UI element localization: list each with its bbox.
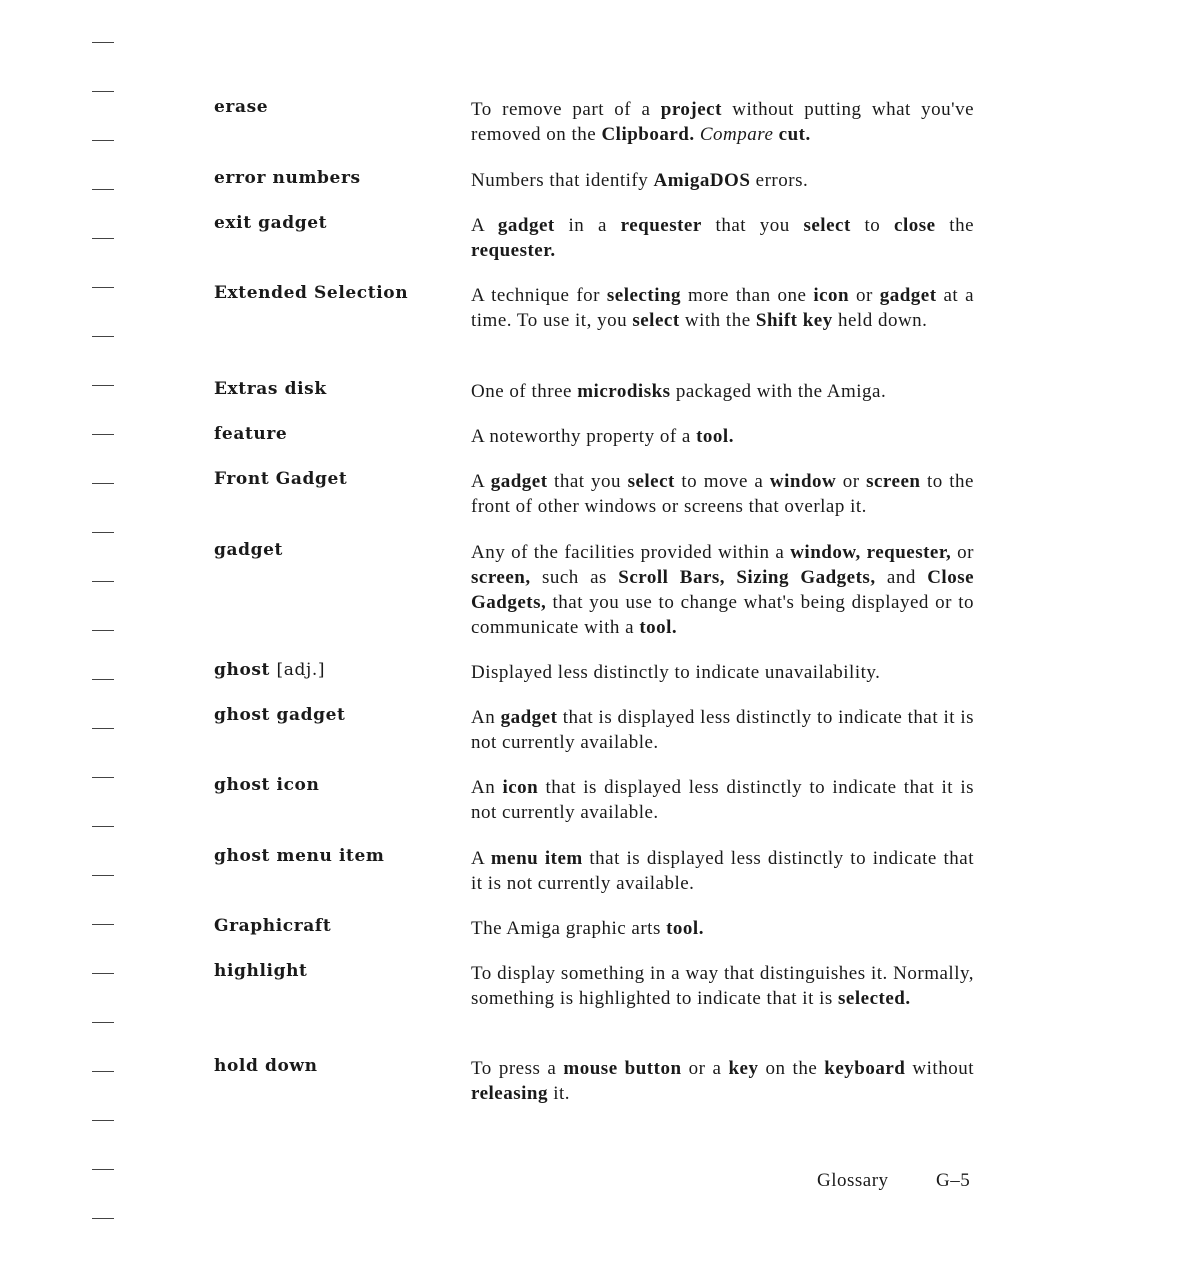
definition-text: it. [547,1083,571,1104]
glossary-term [214,540,283,560]
glossary-term [214,283,408,303]
cross-reference-term: select [627,471,675,492]
term-text: Front Gadget [214,469,348,489]
definition-text: packaged with the Amiga. [670,381,887,402]
glossary-definition [471,846,974,896]
cross-reference-term: select [803,215,851,236]
glossary-definition [471,424,974,449]
term-text: ghost gadget [214,705,346,725]
glossary-definition [471,97,974,147]
definition-text: Numbers that identify [471,170,654,191]
cross-reference-term: releasing [471,1083,548,1104]
term-text: erase [214,97,269,117]
cross-reference-term: gadget [879,285,937,306]
binding-tick [92,42,114,43]
cross-reference-term: Close Gadgets, [471,567,975,613]
binding-tick [92,630,114,631]
cross-reference-term: close [894,215,936,236]
binding-tick [92,1022,114,1023]
definition-text: errors. [750,170,809,191]
term-text: highlight [214,961,308,981]
glossary-definition [471,705,974,755]
glossary-definition [471,961,974,1011]
cross-reference-term: mouse button [563,1058,682,1079]
term-text: gadget [214,540,283,560]
binding-tick [92,336,114,337]
definition-text: that you [701,215,804,236]
binding-tick [92,483,114,484]
cross-reference-term: project [660,99,722,120]
binding-tick [92,826,114,827]
binding-tick [92,287,114,288]
definition-text: Displayed less distinctly to indicate unavailability. [471,662,881,683]
binding-tick [92,924,114,925]
definition-text: the [935,215,975,236]
glossary-definition [471,469,974,519]
cross-reference-term: select [632,310,680,331]
binding-tick [92,140,114,141]
definition-text: without [905,1058,974,1079]
binding-tick [92,91,114,92]
definition-text: more than one [681,285,814,306]
cross-reference-term: keyboard [824,1058,906,1079]
definition-text: at a time. To use it, you [471,285,975,331]
glossary-term [214,846,384,866]
term-text: Extras disk [214,379,327,399]
cross-reference-term: requester. [471,240,556,261]
definition-text: A noteworthy property of a [471,426,697,447]
glossary-term [214,961,307,981]
definition-text: or [951,542,974,563]
definition-text: that is displayed less distinctly to indicate that it is not currently available. [471,707,974,753]
definition-text: A [471,848,491,869]
cross-reference-term: key [728,1058,759,1079]
definition-text: that you [547,471,628,492]
cross-reference-term: menu item [490,848,583,869]
glossary-definition [471,1056,974,1106]
cross-reference-term: tool. [696,426,734,447]
glossary-term [214,660,325,680]
definition-text [725,567,736,588]
definition-text: with the [679,310,756,331]
cross-reference-term: screen [866,471,921,492]
glossary-term [214,916,331,936]
binding-tick [92,728,114,729]
cross-reference-term: window, [790,542,861,563]
cross-reference-term: requester, [866,542,952,563]
binding-tick [92,385,114,386]
definition-text: and [875,567,928,588]
cross-reference-term: AmigaDOS [653,170,751,191]
definition-text: such as [530,567,619,588]
definition-text: An [471,707,501,728]
cross-reference-term: screen, [471,567,531,588]
binding-tick [92,581,114,582]
glossary-definition [471,213,974,263]
binding-holes [88,0,120,1266]
glossary-definition [471,283,974,333]
definition-text: One of three [471,381,578,402]
definition-text: on the [758,1058,825,1079]
glossary-term [214,379,327,399]
cross-reference-term: selecting [606,285,682,306]
definition-text: A [471,215,498,236]
cross-reference-term: requester [620,215,702,236]
term-text: ghost [214,660,271,680]
cross-reference-term: icon [502,777,539,798]
glossary-definition [471,540,974,640]
cross-reference-term: Scroll Bars, [618,567,726,588]
binding-tick [92,189,114,190]
term-text: exit gadget [214,213,328,233]
compare-note: Compare [699,124,774,145]
term-qualifier: [adj.] [276,660,326,680]
cross-reference-term: Clipboard. [601,124,695,145]
glossary-term [214,775,319,795]
definition-text: or a [681,1058,729,1079]
glossary-definition [471,379,974,404]
cross-reference-term: microdisks [577,381,671,402]
definition-text: that is displayed less distinctly to indicate that it is not currently available. [471,777,974,823]
term-text: error numbers [214,168,361,188]
definition-text: Any of the facilities provided within a [471,542,791,563]
glossary-term [214,469,347,489]
definition-text: to the front of other windows or screens that overlap it. [471,471,974,517]
cross-reference-term: gadget [490,471,548,492]
cross-reference-term: gadget [500,707,558,728]
cross-reference-term: window [769,471,837,492]
definition-text: held down. [832,310,928,331]
binding-tick [92,238,114,239]
cross-reference-term: cut. [778,124,811,145]
term-text: hold down [214,1056,318,1076]
footer-section-title: Glossary [817,1170,889,1191]
binding-tick [92,679,114,680]
cross-reference-term: Shift key [755,310,833,331]
definition-text: A [471,471,491,492]
glossary-definition [471,916,974,941]
definition-text: or [849,285,880,306]
binding-tick [92,973,114,974]
glossary-definition [471,775,974,825]
definition-text: to move a [674,471,770,492]
definition-text: A technique for [471,285,607,306]
glossary-definition [471,168,974,193]
definition-text: To remove part of a [471,99,661,120]
binding-tick [92,532,114,533]
glossary-term [214,1056,318,1076]
binding-tick [92,1071,114,1072]
term-text: feature [214,424,288,444]
glossary-term [214,168,361,188]
cross-reference-term: selected. [838,988,911,1009]
cross-reference-term: icon [813,285,850,306]
definition-text: without putting what you've removed on the [471,99,974,145]
glossary-term [214,97,268,117]
binding-tick [92,875,114,876]
glossary-definition [471,660,974,685]
definition-text: To press a [471,1058,564,1079]
term-text: Graphicraft [214,916,332,936]
definition-text: to [850,215,895,236]
glossary-term [214,424,287,444]
binding-tick [92,1169,114,1170]
cross-reference-term: tool. [666,918,704,939]
binding-tick [92,1120,114,1121]
definition-text: in a [554,215,621,236]
cross-reference-term: gadget [497,215,555,236]
binding-tick [92,777,114,778]
binding-tick [92,434,114,435]
cross-reference-term: tool. [639,617,678,638]
term-text: Extended Selection [214,283,409,303]
cross-reference-term: Sizing Gadgets, [736,567,876,588]
definition-text: To display something in a way that distinguishes it. Normally, something is highlighted to indicate that it is [471,963,974,1009]
definition-text: An [471,777,503,798]
term-text: ghost icon [214,775,320,795]
definition-text: that you use to change what's being displayed or to communicate with a [471,592,974,638]
definition-text: that is displayed less distinctly to indicate that it is not currently available. [471,848,974,894]
binding-tick [92,1218,114,1219]
glossary-term [214,213,327,233]
definition-text: The Amiga graphic arts [471,918,667,939]
footer-page-number: G–5 [936,1170,971,1191]
glossary-term [214,705,345,725]
term-text: ghost menu item [214,846,385,866]
definition-text: or [836,471,867,492]
